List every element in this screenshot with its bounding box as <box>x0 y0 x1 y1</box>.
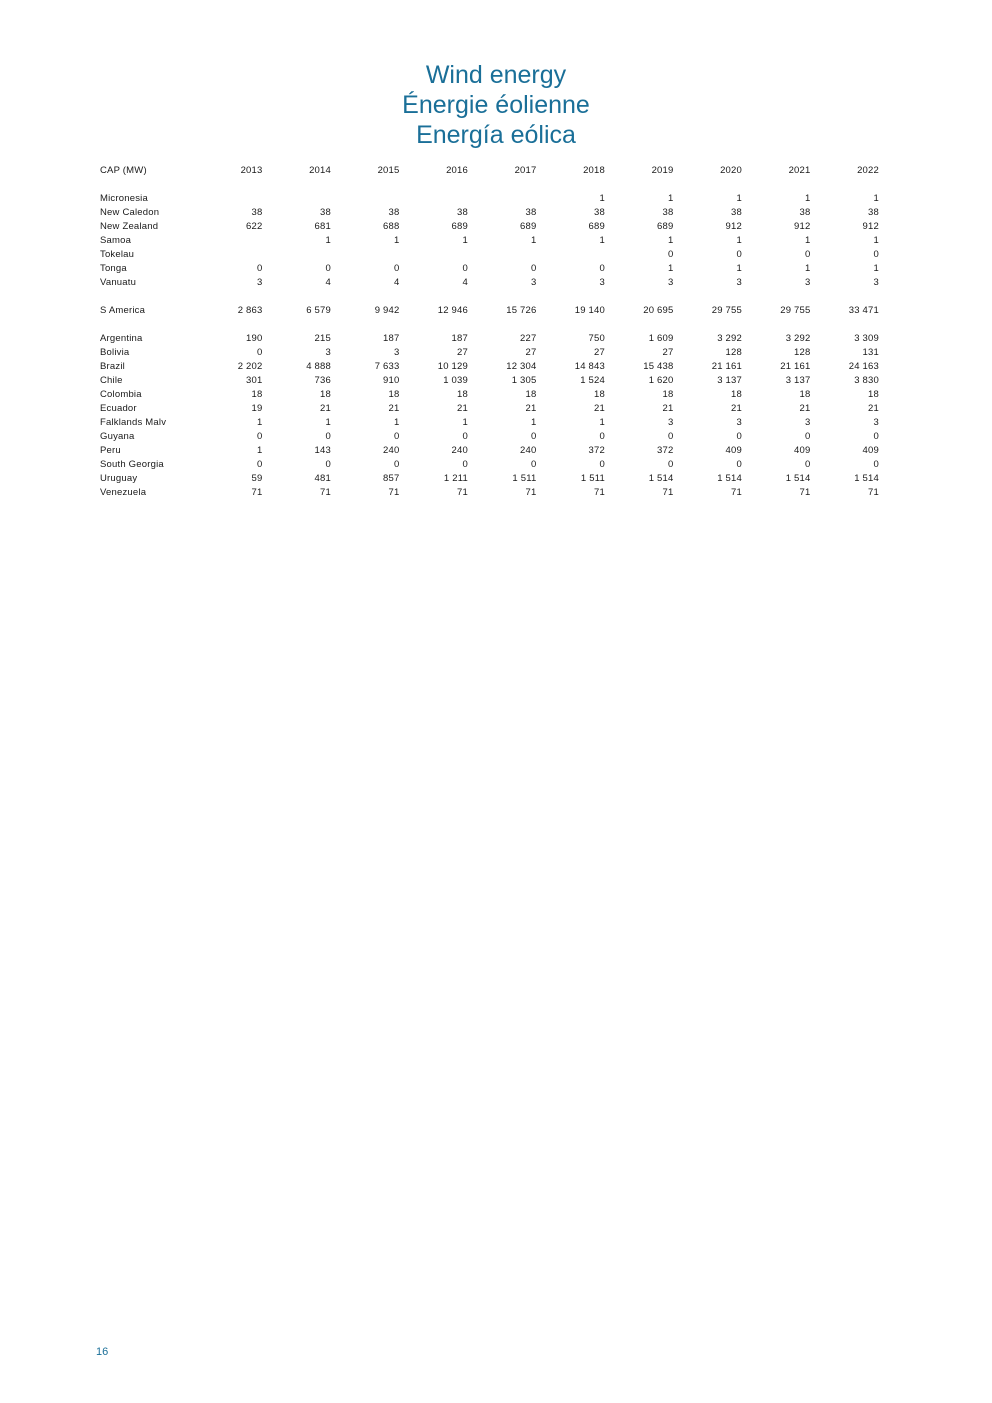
value-cell: 240 <box>451 445 468 456</box>
value-cell: 240 <box>383 445 400 456</box>
row-label: New Zealand <box>100 221 159 232</box>
value-cell: 736 <box>314 375 331 386</box>
value-cell: 2 202 <box>237 361 263 372</box>
value-cell: 1 <box>462 417 468 428</box>
value-cell: 1 039 <box>443 375 468 386</box>
row-label: Vanuatu <box>100 277 137 288</box>
year-header: 2019 <box>651 165 674 176</box>
value-cell: 0 <box>668 431 674 442</box>
value-cell: 1 <box>873 263 879 274</box>
value-cell: 21 <box>594 403 605 414</box>
value-cell: 1 <box>394 235 400 246</box>
value-cell: 1 <box>325 235 331 246</box>
value-cell: 372 <box>657 445 674 456</box>
value-cell: 0 <box>257 431 263 442</box>
value-cell: 409 <box>862 445 879 456</box>
value-cell: 1 <box>736 235 742 246</box>
value-cell: 27 <box>525 347 537 358</box>
value-cell: 18 <box>662 389 674 400</box>
value-cell: 38 <box>731 207 742 218</box>
value-cell <box>331 248 400 262</box>
value-cell: 372 <box>588 445 605 456</box>
value-cell: 3 <box>736 277 742 288</box>
value-cell: 910 <box>383 375 400 386</box>
value-cell: 1 305 <box>511 375 537 386</box>
value-cell: 0 <box>873 459 879 470</box>
value-cell: 15 726 <box>506 305 537 316</box>
value-cell: 21 161 <box>780 361 811 372</box>
value-cell: 3 <box>668 277 674 288</box>
value-cell: 0 <box>257 459 263 470</box>
title-english: Wind energy <box>425 61 567 89</box>
value-cell: 18 <box>868 389 879 400</box>
value-cell: 0 <box>531 459 537 470</box>
row-label: Colombia <box>100 389 142 400</box>
value-cell: 409 <box>725 445 742 456</box>
group-spacer <box>98 318 879 332</box>
year-header: 2022 <box>857 165 879 176</box>
value-cell: 1 <box>805 235 811 246</box>
value-cell: 240 <box>520 445 537 456</box>
value-cell: 4 <box>462 277 468 288</box>
value-cell: 1 <box>599 193 605 204</box>
value-cell: 912 <box>794 221 811 232</box>
value-cell: 1 524 <box>580 375 605 386</box>
row-label: Bolivia <box>100 347 130 358</box>
table-row <box>98 248 879 262</box>
table-row <box>98 346 879 360</box>
spacer-cell <box>98 178 879 192</box>
value-cell: 71 <box>388 487 400 498</box>
row-label: Falklands Malv <box>100 417 167 428</box>
value-cell: 689 <box>520 221 537 232</box>
value-cell: 3 <box>257 277 263 288</box>
row-label: Chile <box>100 375 123 386</box>
value-cell: 3 <box>805 277 811 288</box>
value-cell: 3 <box>736 417 742 428</box>
value-cell: 3 <box>805 417 811 428</box>
value-cell: 38 <box>594 207 605 218</box>
value-cell: 0 <box>668 459 674 470</box>
value-cell: 1 620 <box>648 375 674 386</box>
table-row <box>98 262 879 276</box>
value-cell: 21 <box>662 403 674 414</box>
year-header: 2020 <box>720 165 742 176</box>
value-cell: 481 <box>314 473 331 484</box>
value-cell: 18 <box>731 389 742 400</box>
value-cell: 71 <box>594 487 605 498</box>
value-cell: 38 <box>525 207 537 218</box>
value-cell: 1 <box>257 445 263 456</box>
value-cell: 215 <box>314 333 331 344</box>
value-cell: 21 <box>868 403 879 414</box>
value-cell: 71 <box>457 487 468 498</box>
value-cell: 7 633 <box>374 361 400 372</box>
value-cell: 0 <box>736 431 742 442</box>
value-cell: 128 <box>725 347 742 358</box>
row-label: Guyana <box>100 431 135 442</box>
value-cell: 12 304 <box>506 361 537 372</box>
value-cell: 21 <box>731 403 742 414</box>
value-cell: 38 <box>868 207 879 218</box>
value-cell: 0 <box>599 263 605 274</box>
value-cell: 3 <box>599 277 605 288</box>
value-cell: 27 <box>457 347 468 358</box>
value-cell: 912 <box>725 221 742 232</box>
value-cell: 71 <box>799 487 811 498</box>
value-cell: 0 <box>805 431 811 442</box>
value-cell: 0 <box>394 263 400 274</box>
value-cell: 38 <box>251 207 263 218</box>
value-cell: 38 <box>320 207 331 218</box>
table-header-row <box>98 164 879 178</box>
value-cell: 0 <box>736 249 742 260</box>
table-row <box>98 192 879 206</box>
value-cell: 71 <box>868 487 879 498</box>
value-cell <box>263 192 332 206</box>
value-cell <box>263 248 332 262</box>
value-cell: 71 <box>525 487 537 498</box>
year-header: 2015 <box>377 165 400 176</box>
value-cell: 15 438 <box>643 361 674 372</box>
table-row <box>98 472 879 486</box>
value-cell: 1 <box>805 263 811 274</box>
value-cell <box>400 248 469 262</box>
value-cell: 3 292 <box>785 333 811 344</box>
value-cell: 1 <box>873 235 879 246</box>
value-cell: 0 <box>257 347 263 358</box>
value-cell: 3 830 <box>854 375 879 386</box>
table-row <box>98 374 879 388</box>
value-cell: 18 <box>457 389 468 400</box>
value-cell: 0 <box>462 459 468 470</box>
value-cell: 0 <box>805 249 811 260</box>
table-row <box>98 234 879 248</box>
wind-capacity-table <box>98 164 879 500</box>
page-title-block <box>0 60 992 150</box>
table-row <box>98 304 879 318</box>
spacer-cell <box>98 290 879 304</box>
value-cell: 3 <box>873 277 879 288</box>
table-row <box>98 416 879 430</box>
value-cell: 1 <box>257 417 263 428</box>
value-cell: 1 <box>325 417 331 428</box>
value-cell: 689 <box>657 221 674 232</box>
value-cell: 19 <box>251 403 263 414</box>
group-spacer <box>98 178 879 192</box>
value-cell: 12 946 <box>437 305 468 316</box>
row-label: S America <box>100 305 146 316</box>
value-cell: 38 <box>662 207 674 218</box>
value-cell: 4 <box>325 277 331 288</box>
value-cell: 187 <box>451 333 468 344</box>
value-cell <box>194 248 263 262</box>
value-cell: 0 <box>599 431 605 442</box>
spacer-cell <box>98 318 879 332</box>
value-cell: 0 <box>257 263 263 274</box>
value-cell: 3 <box>531 277 537 288</box>
value-cell: 0 <box>531 263 537 274</box>
value-cell: 21 <box>320 403 331 414</box>
value-cell: 0 <box>736 459 742 470</box>
value-cell: 2 863 <box>237 305 263 316</box>
value-cell <box>331 192 400 206</box>
value-cell: 3 292 <box>717 333 742 344</box>
value-cell: 27 <box>662 347 674 358</box>
value-cell <box>468 192 537 206</box>
row-label: Tokelau <box>100 249 135 260</box>
value-cell: 71 <box>320 487 331 498</box>
value-cell: 0 <box>325 431 331 442</box>
table-row <box>98 444 879 458</box>
value-cell: 21 161 <box>711 361 742 372</box>
unit-label: CAP (MW) <box>100 165 147 176</box>
value-cell: 190 <box>246 333 263 344</box>
value-cell: 21 <box>799 403 811 414</box>
value-cell: 18 <box>320 389 331 400</box>
value-cell: 38 <box>457 207 468 218</box>
value-cell: 0 <box>394 431 400 442</box>
value-cell: 18 <box>525 389 537 400</box>
value-cell: 0 <box>668 249 674 260</box>
value-cell: 3 <box>394 347 400 358</box>
value-cell <box>400 192 469 206</box>
value-cell: 18 <box>251 389 263 400</box>
value-cell: 1 <box>668 235 674 246</box>
value-cell: 18 <box>594 389 605 400</box>
value-cell: 71 <box>662 487 674 498</box>
value-cell: 1 <box>873 193 879 204</box>
value-cell: 301 <box>246 375 263 386</box>
table-row <box>98 458 879 472</box>
row-label: Peru <box>100 445 121 456</box>
value-cell: 131 <box>862 347 879 358</box>
value-cell: 143 <box>314 445 331 456</box>
group-spacer <box>98 290 879 304</box>
value-cell: 857 <box>383 473 400 484</box>
value-cell: 912 <box>862 221 879 232</box>
row-label: Ecuador <box>100 403 137 414</box>
value-cell: 18 <box>799 389 811 400</box>
table-row <box>98 430 879 444</box>
value-cell: 1 211 <box>443 473 468 484</box>
value-cell: 1 <box>531 235 537 246</box>
value-cell: 3 <box>668 417 674 428</box>
row-label: New Caledon <box>100 207 160 218</box>
value-cell: 29 755 <box>711 305 742 316</box>
year-header: 2017 <box>514 165 537 176</box>
row-label: Argentina <box>100 333 143 344</box>
value-cell: 1 514 <box>854 473 879 484</box>
year-header: 2016 <box>446 165 468 176</box>
value-cell: 1 <box>736 263 742 274</box>
value-cell: 681 <box>314 221 331 232</box>
value-cell: 33 471 <box>848 305 879 316</box>
value-cell: 10 129 <box>437 361 468 372</box>
value-cell: 19 140 <box>574 305 605 316</box>
value-cell: 0 <box>325 459 331 470</box>
table-row <box>98 220 879 234</box>
value-cell: 0 <box>462 431 468 442</box>
value-cell: 71 <box>731 487 742 498</box>
value-cell: 1 <box>394 417 400 428</box>
value-cell: 1 609 <box>648 333 674 344</box>
table-row <box>98 402 879 416</box>
value-cell: 1 <box>805 193 811 204</box>
value-cell: 0 <box>873 431 879 442</box>
value-cell: 1 <box>531 417 537 428</box>
table-row <box>98 276 879 290</box>
value-cell: 1 <box>668 263 674 274</box>
table-row <box>98 206 879 220</box>
value-cell: 21 <box>525 403 537 414</box>
row-label: Tonga <box>100 263 127 274</box>
value-cell: 3 309 <box>854 333 879 344</box>
value-cell: 1 <box>462 235 468 246</box>
value-cell <box>537 248 606 262</box>
value-cell: 1 <box>668 193 674 204</box>
value-cell: 1 <box>599 235 605 246</box>
year-header: 2013 <box>240 165 263 176</box>
value-cell: 1 511 <box>580 473 605 484</box>
value-cell: 0 <box>325 263 331 274</box>
row-label: Micronesia <box>100 193 148 204</box>
value-cell: 0 <box>805 459 811 470</box>
row-label: Brazil <box>100 361 125 372</box>
value-cell: 1 <box>736 193 742 204</box>
value-cell: 0 <box>873 249 879 260</box>
table-row <box>98 486 879 500</box>
value-cell: 1 514 <box>785 473 811 484</box>
value-cell <box>194 234 263 248</box>
value-cell: 24 163 <box>848 361 879 372</box>
value-cell: 1 <box>599 417 605 428</box>
value-cell: 4 888 <box>306 361 331 372</box>
value-cell: 227 <box>520 333 537 344</box>
value-cell: 688 <box>383 221 400 232</box>
value-cell: 0 <box>462 263 468 274</box>
value-cell: 187 <box>383 333 400 344</box>
row-label: South Georgia <box>100 459 164 470</box>
value-cell: 1 514 <box>717 473 742 484</box>
table-body <box>98 178 879 500</box>
value-cell: 128 <box>794 347 811 358</box>
value-cell: 4 <box>394 277 400 288</box>
row-label: Venezuela <box>100 487 147 498</box>
value-cell: 1 511 <box>512 473 537 484</box>
row-label: Uruguay <box>100 473 138 484</box>
value-cell: 0 <box>394 459 400 470</box>
value-cell: 0 <box>599 459 605 470</box>
title-french: Énergie éolienne <box>402 91 590 119</box>
value-cell: 21 <box>388 403 400 414</box>
value-cell: 6 579 <box>306 305 331 316</box>
value-cell: 3 137 <box>717 375 742 386</box>
value-cell <box>194 192 263 206</box>
value-cell: 9 942 <box>374 305 400 316</box>
value-cell: 3 <box>873 417 879 428</box>
value-cell: 3 137 <box>785 375 811 386</box>
year-header: 2018 <box>583 165 605 176</box>
value-cell: 29 755 <box>780 305 811 316</box>
value-cell <box>468 248 537 262</box>
value-cell: 750 <box>588 333 605 344</box>
value-cell: 18 <box>388 389 400 400</box>
value-cell: 38 <box>799 207 811 218</box>
value-cell: 0 <box>531 431 537 442</box>
value-cell: 689 <box>588 221 605 232</box>
value-cell: 71 <box>251 487 263 498</box>
row-label: Samoa <box>100 235 132 246</box>
table-row <box>98 332 879 346</box>
value-cell: 622 <box>246 221 263 232</box>
title-spanish: Energía eólica <box>416 121 576 149</box>
page-number: 16 <box>96 1346 109 1358</box>
value-cell: 3 <box>325 347 331 358</box>
year-header: 2021 <box>788 165 811 176</box>
value-cell: 409 <box>794 445 811 456</box>
value-cell: 14 843 <box>574 361 605 372</box>
value-cell: 27 <box>594 347 605 358</box>
table-row <box>98 360 879 374</box>
value-cell: 20 695 <box>643 305 674 316</box>
table-row <box>98 388 879 402</box>
value-cell: 59 <box>251 473 263 484</box>
value-cell: 689 <box>451 221 468 232</box>
value-cell: 21 <box>457 403 468 414</box>
value-cell: 1 514 <box>648 473 674 484</box>
value-cell: 38 <box>388 207 400 218</box>
year-header: 2014 <box>309 165 331 176</box>
